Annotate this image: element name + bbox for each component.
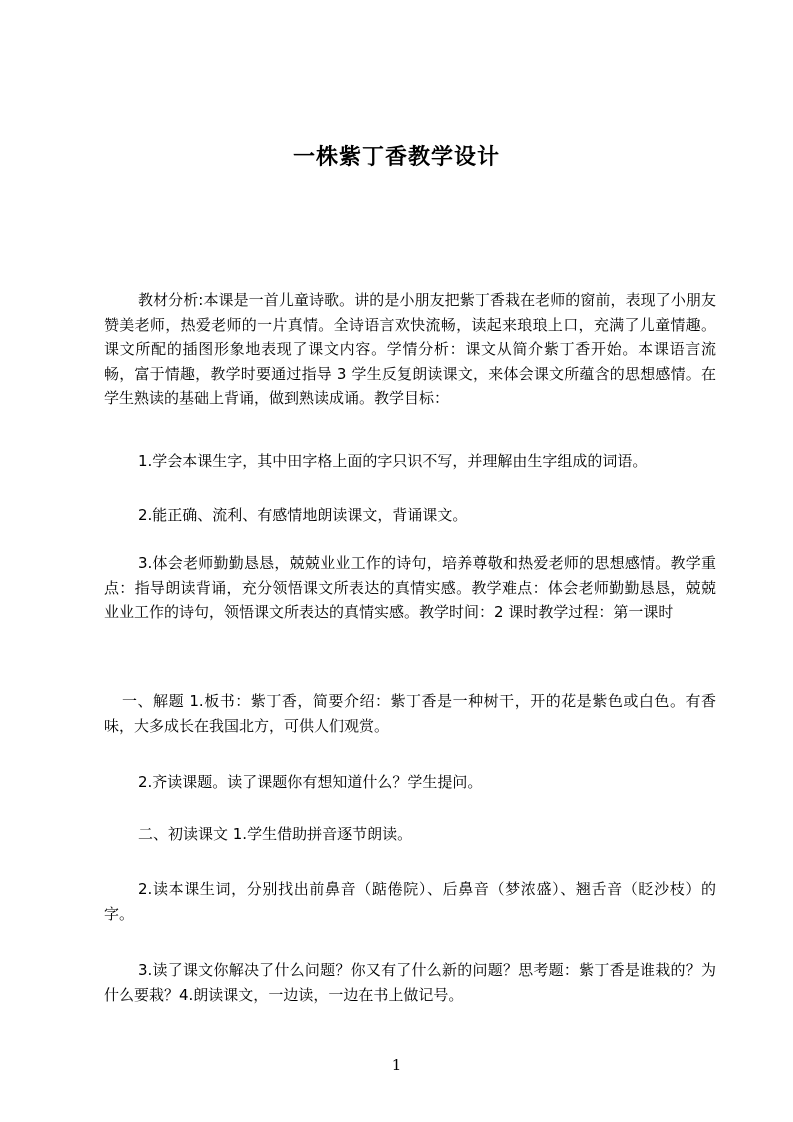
paragraph-goal-1: 1.学会本课生字，其中田字格上面的字只识不写，并理解由生字组成的词语。 [138, 452, 648, 470]
page-number: 1 [391, 1056, 402, 1074]
document-title: 一株紫丁香教学设计 [292, 145, 500, 170]
paragraph-read-title: 2.齐读课题。读了课题你有想知道什么？学生提问。 [138, 773, 483, 791]
paragraph-section-1-topic: 一、解题 1.板书：紫丁香，简要介绍：紫丁香是一种树干，开的花是紫色或白色。有香味，大多成长在我国北方，可供人们观赏。 [104, 692, 716, 735]
paragraph-goal-2: 2.能正确、流利、有感情地朗读课文，背诵课文。 [138, 506, 468, 524]
paragraph-goal-3-and-plan: 3.体会老师勤勤恳恳，兢兢业业工作的诗句，培养尊敬和热爱老师的思想感情。教学重点：指导朗读背诵，充分领悟课文所表达的真情实感。教学难点：体会老师勤勤恳恳，兢兢业业工作的诗句，领悟课文所表达的真情实感。教学时间：2 课时教学过程：第一课时 [104, 554, 716, 621]
paragraph-questions: 3.读了课文你解决了什么问题？你又有了什么新的问题？思考题：紫丁香是谁栽的？为什么要栽？4.朗读课文，一边读，一边在书上做记号。 [104, 961, 716, 1004]
paragraph-textbook-analysis: 教材分析:本课是一首儿童诗歌。讲的是小朋友把紫丁香栽在老师的窗前，表现了小朋友赞美老师，热爱老师的一片真情。全诗语言欢快流畅，读起来琅琅上口，充满了儿童情趣。课文所配的插图形象地表现了课文内容。学情分析：课文从简介紫丁香开始。本课语言流畅，富于情趣，教学时要通过指导 3 学生反复朗读课文，来体会课文所蕴含的思想感情。在学生熟读的基础上背诵，做到熟读成诵。教学目标： [104, 291, 716, 407]
paragraph-vocabulary: 2.读本课生词，分别找出前鼻音（踮倦院）、后鼻音（梦浓盛）、翘舌音（眨沙枝）的字。 [104, 880, 716, 923]
paragraph-section-2: 二、初读课文 1.学生借助拼音逐节朗读。 [138, 825, 413, 843]
